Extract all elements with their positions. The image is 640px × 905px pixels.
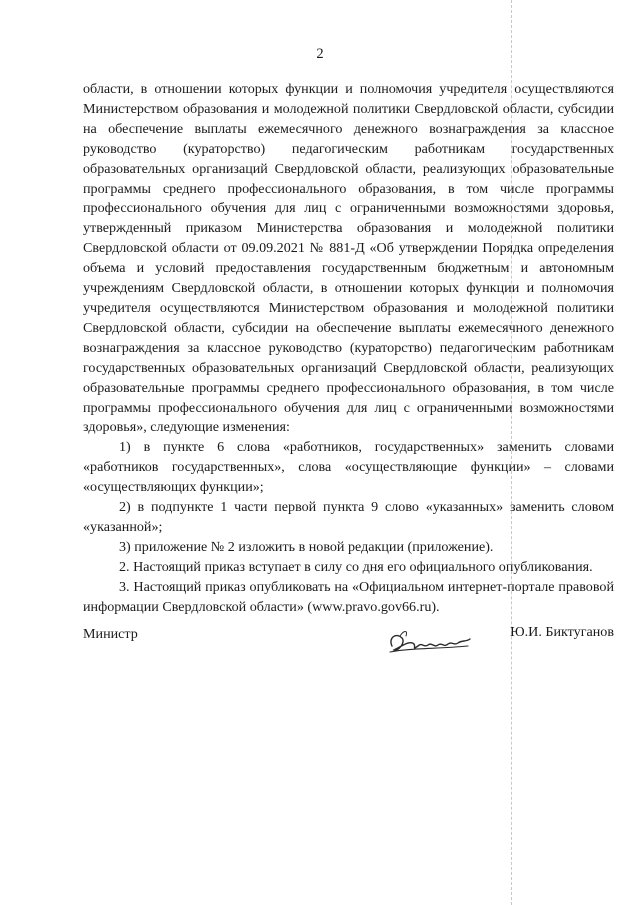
handwritten-signature (384, 624, 476, 660)
body-paragraph: 1) в пункте 6 слова «работников, государственных» заменить словами «работников государственных», слова «осуществляющие функции» – словами «осуществляющих функции»; (83, 439, 614, 496)
page-number: 2 (316, 46, 324, 62)
body-paragraph: области, в отношении которых функции и полномочия учредителя осуществляются Министерством образования и молодежной политики Свердловской области, субсидии на обеспечение выплаты ежемесячного денежного вознаграждения за классное руководство (кураторство) педагогическим работникам государственных образовательных организаций Свердловской области, реализующих образовательные программы среднего профессионального образования, в том числе программы профессионального обучения для лиц с ограниченными возможностями здоровья, утвержденный приказом Министерства образования и молодежной политики Свердловской области от 09.09.2021 № 881-Д «Об утверждении Порядка определения объема и условий предоставления государственным бюджетным и автономным учреждениям Свердловской области, в отношении которых функции и полномочия учредителя осуществляются Министерством образования и молодежной политики Свердловской области, субсидии на обеспечение выплаты ежемесячного денежного вознаграждения за классное руководство (кураторство) педагогическим работникам государственных образовательных организаций Свердловской области, реализующих образовательные программы среднего профессионального образования, в том числе программы профессионального обучения для лиц с ограниченными возможностями здоровья», следующие изменения: (83, 81, 614, 436)
signatory-title: Министр (83, 626, 138, 642)
signature-block (83, 624, 614, 660)
body-paragraph: 2. Настоящий приказ вступает в силу со дня его официального опубликования. (119, 558, 593, 575)
body-paragraph: 3. Настоящий приказ опубликовать на «Официальном интернет-портале правовой информации Свердловской области» (www.pravo.gov66.ru). (83, 578, 614, 615)
document-body (83, 80, 614, 617)
body-paragraph: 2) в подпункте 1 части первой пункта 9 слово «указанных» заменить словом «указанной»; (83, 499, 614, 535)
body-paragraph: 3) приложение № 2 изложить в новой редакции (приложение). (119, 538, 494, 555)
signatory-name: Ю.И. Биктуганов (510, 624, 614, 640)
